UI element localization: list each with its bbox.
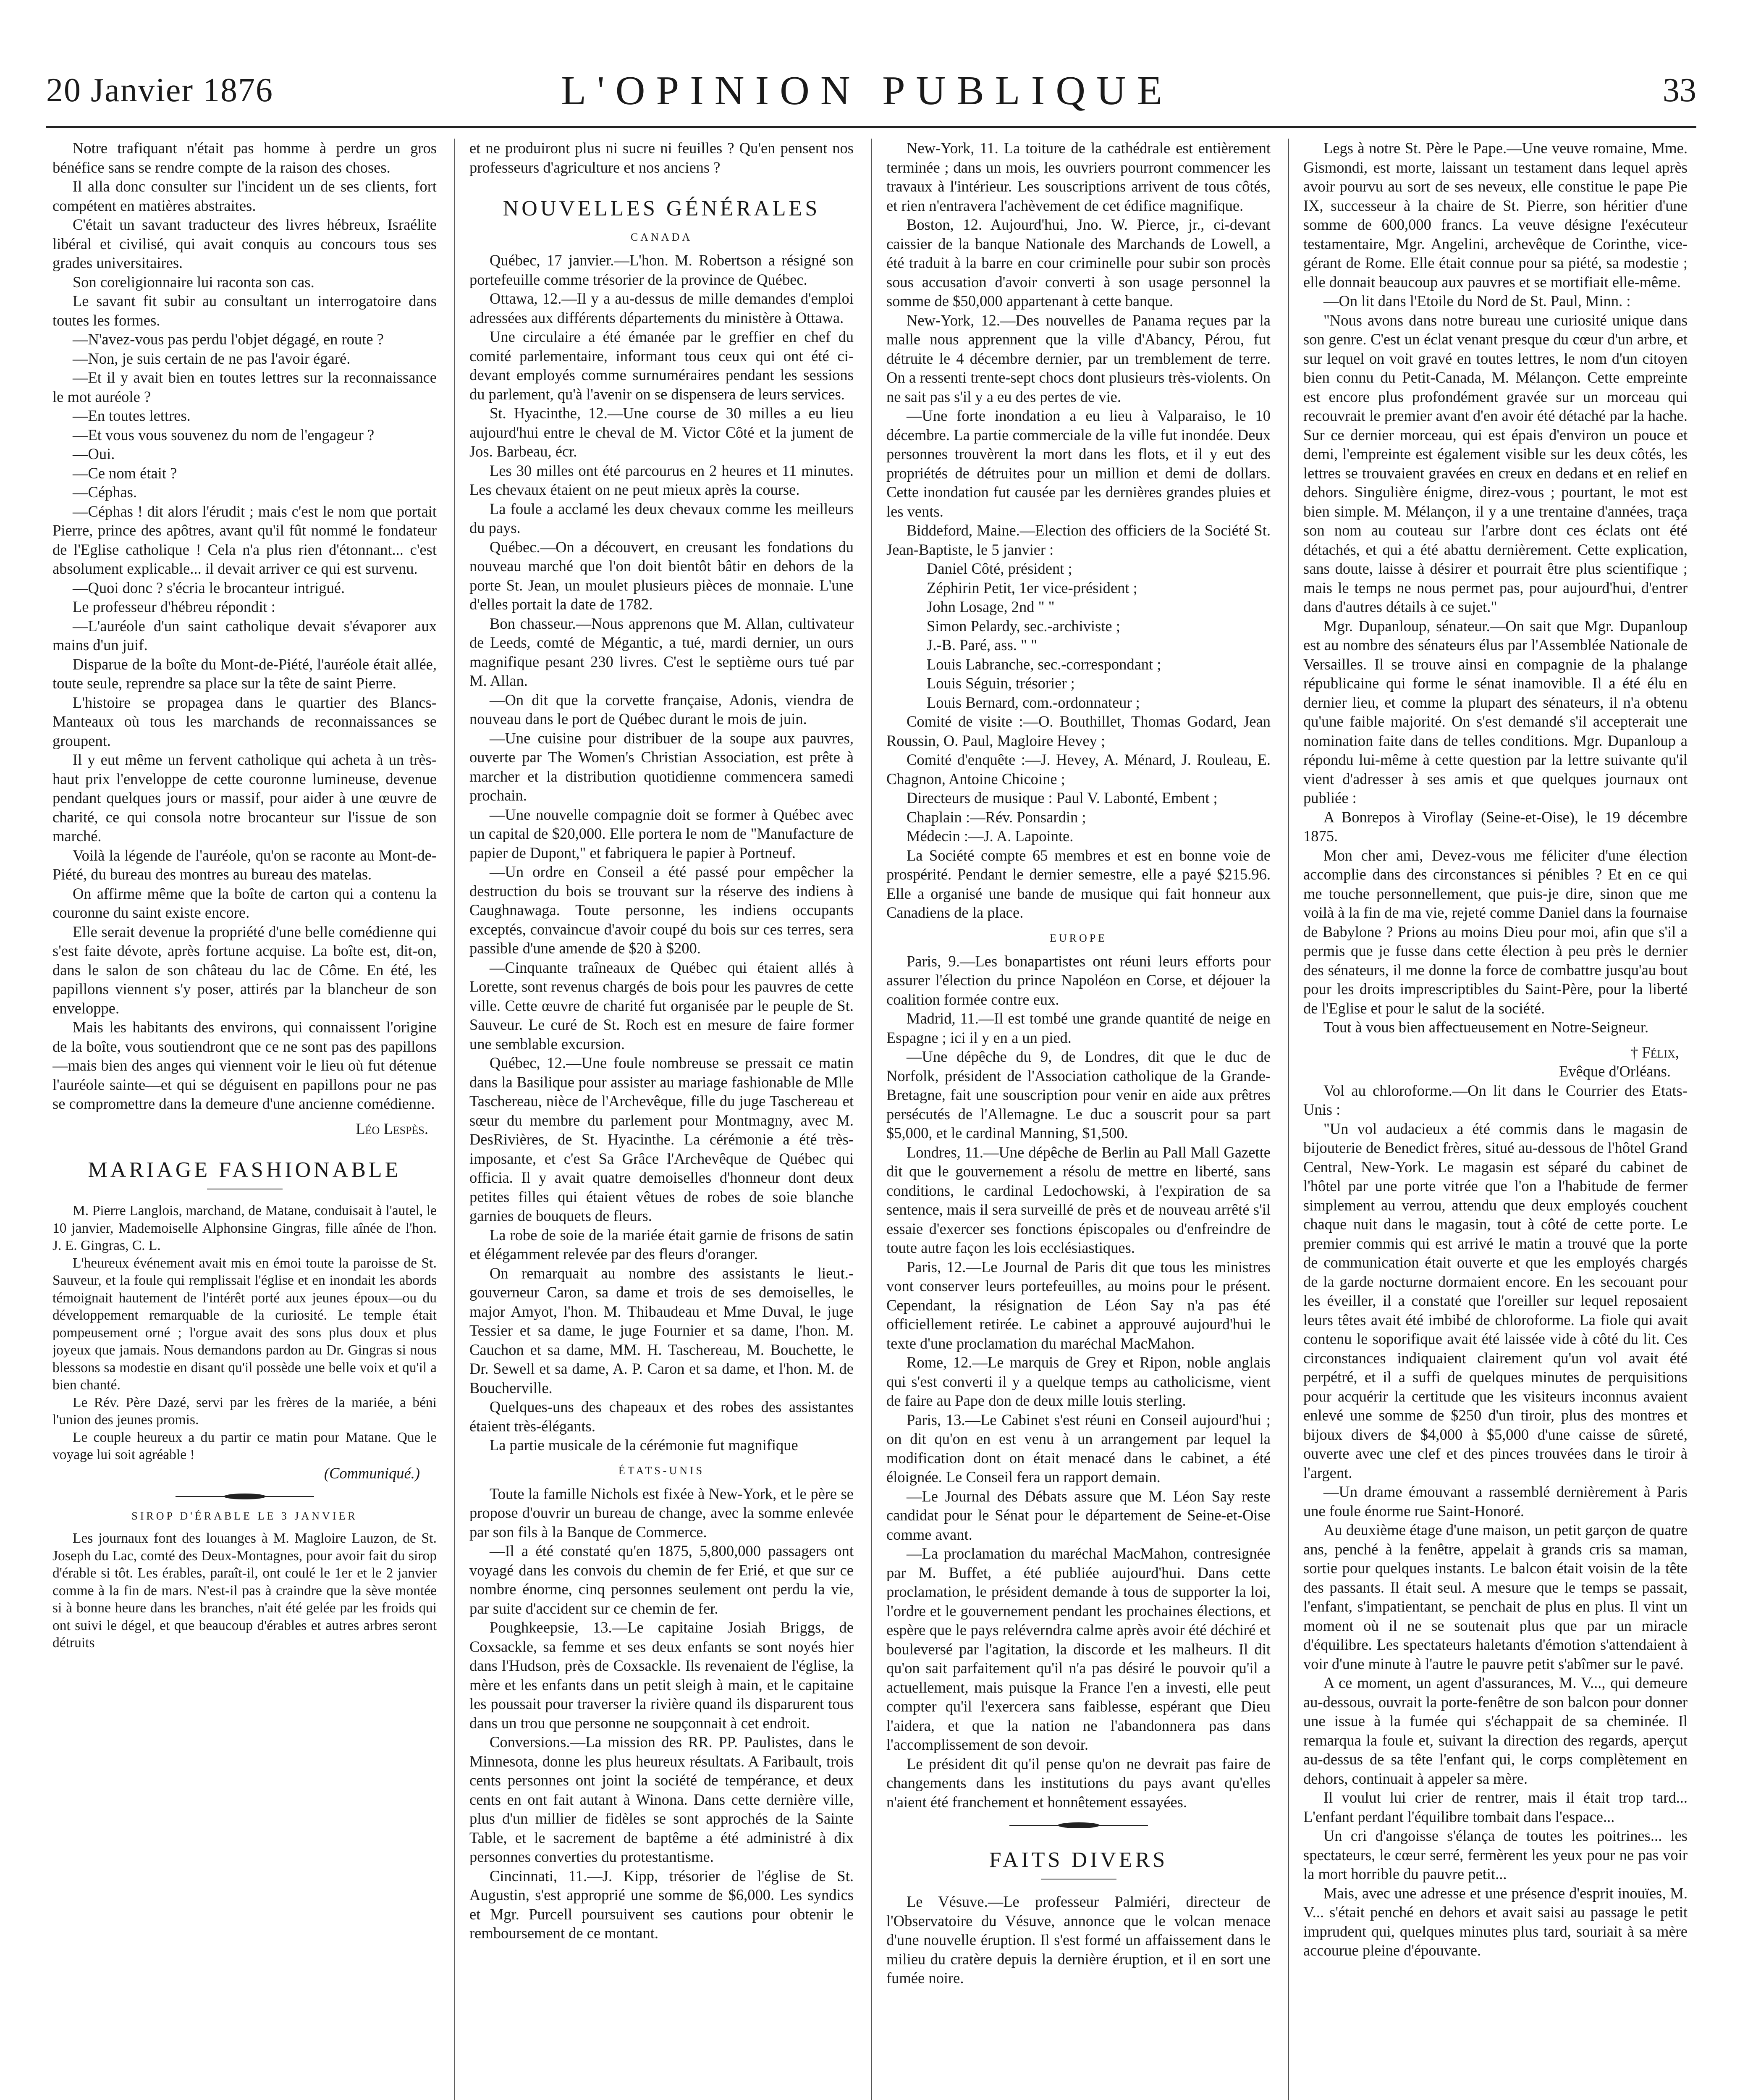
paragraph: C'était un savant traducteur des livres hébreux, Israélite libéral et civilisé, qui avait conquis au concours tous ses grades universitaires. <box>52 216 437 271</box>
paragraph: Poughkeepsie, 13.—Le capitaine Josiah Briggs, de Coxsackle, sa femme et ses deux enfants se sont noyés hier dans l'Hudson, près de Coxsackle. Ils revenaient de l'église, la mère et les enfants dans un petit sleigh à main, et le capitaine les poussait pour traverser la rivière quand ils disparurent tous dans un trou que personne ne soupçonnait à cet endroit. <box>469 1619 854 1732</box>
paragraph: St. Hyacinthe, 12.—Une course de 30 milles a eu lieu aujourd'hui entre le cheval de M. Victor Côté et la jument de Jos. Barbeau, écr. <box>469 404 854 460</box>
paragraph: Il voulut lui crier de rentrer, mais il était trop tard... L'enfant perdant l'équilibre tombait dans l'espace... <box>1303 1789 1688 1825</box>
paragraph: —Il a été constaté qu'en 1875, 5,800,000 passagers ont voyagé dans les convois du chemin de fer Erié, et que sur ce nombre énorme, cinq personnes seulement ont perdu la vie, par suite d'accident sur ce chemin de fer. <box>469 1542 854 1617</box>
paragraph: Il alla donc consulter sur l'incident un de ses clients, fort compétent en matières abstraites. <box>52 178 437 214</box>
canada-body <box>469 251 854 1455</box>
etats-unis-body <box>469 1484 854 1943</box>
paragraph: Conversions.—La mission des RR. PP. Paulistes, dans le Minnesota, donne les plus heureux résultats. A Faribault, trois cents personnes ont joint la société de tempérance, et deux cents en ont fait autant à Winona. Dans cette dernière ville, plus d'un millier de fidèles se sont approchés de la Sainte Table, et le sacrement de baptême a été administré à dix personnes converties du protestantisme. <box>469 1733 854 1865</box>
paragraph: —Quoi donc ? s'écria le brocanteur intrigué. <box>73 579 345 596</box>
continuation-text: et ne produiront plus ni sucre ni feuilles ? Qu'en pensent nos professeurs d'agriculture et nos anciens ? <box>469 139 854 176</box>
sirop-body <box>52 1530 437 1652</box>
paragraph: Une circulaire a été émanée par le greffier en chef du comité parlementaire, informant tous ceux qui ont été ci-devant employés comme surnuméraires pendant les sessions du parlement, qu'à l'avenir on se dispensera de leurs services. <box>469 328 854 403</box>
paragraph: —Cinquante traîneaux de Québec qui étaient allés à Lorette, sont revenus chargés de bois pour les pauvres de cette ville. Cette œuvre de charité fut organisée par le peuple de St. Sauveur. Le curé de St. Roch est en mesure de faire former une semblable excursion. <box>469 958 854 1053</box>
paragraph: Vol au chloroforme.—On lit dans le Courrier des Etats-Unis : <box>1303 1082 1688 1118</box>
nouvelles-heading: NOUVELLES GÉNÉRALES <box>503 197 820 220</box>
paragraph: A ce moment, un agent d'assurances, M. V..., qui demeure au-dessous, ouvrait la porte-fenêtre de son balcon pour donner une issue à la fumée qui s'échappait de sa cheminée. Il remarqua la foule et, suivant la direction des regards, aperçut au-dessus de sa tête l'enfant qui, le corps complètement en dehors, continuait à appeler sa mère. <box>1303 1674 1688 1787</box>
sirop-heading: SIROP D'ÉRABLE LE 3 JANVIER <box>131 1510 358 1522</box>
paragraph: Mais, avec une adresse et une présence d'esprit inouïes, M. V... s'était penché en dehors et avait saisi au passage le petit imprudent qui, quelques minutes plus tard, souriait à sa mère accourue pleine d'épouvante. <box>1303 1884 1688 1959</box>
paragraph: Louis Bernard, com.-ordonnateur ; <box>927 693 1140 711</box>
paragraph: La robe de soie de la mariée était garnie de frisons de satin et élégamment relevée par des fleurs d'oranger. <box>469 1226 854 1263</box>
paragraph: Ottawa, 12.—Il y a au-dessus de mille demandes d'emploi adressées aux différents départements du ministère à Ottawa. <box>469 290 854 326</box>
paragraph: New-York, 12.—Des nouvelles de Panama reçues par la malle nous apprennent que la ville d'Abancy, Pérou, fut détruite le 4 décembre dernier, par un tremblement de terre. On a ressenti trente-sept chocs dont plusieurs très-violents. On ne sait pas s'il y a eu des pertes de vie. <box>886 311 1271 405</box>
paragraph: Directeurs de musique : Paul V. Labonté, Embent ; <box>907 789 1218 806</box>
bishop-signature: † Félix, <box>1630 1043 1679 1061</box>
paragraph: Paris, 9.—Les bonapartistes ont réuni leurs efforts pour assurer l'élection du prince Napoléon en Corse, et déjouer la coalition formée contre eux. <box>886 952 1271 1008</box>
paragraph: —Une nouvelle compagnie doit se former à Québec avec un capital de $20,000. Elle portera le nom de "Manufacture de papier de Dupont," et fabriquera le papier à Portneuf. <box>469 806 854 861</box>
paragraph: Paris, 12.—Le Journal de Paris dit que tous les ministres vont conserver leurs portefeuilles, au moins pour le présent. Cependant, la résignation de Léon Say n'a pas été officiellement retirée. Le cabinet a approuvé aujourd'hui le texte d'une proclamation du maréchal MacMahon. <box>886 1258 1271 1352</box>
paragraph: "Nous avons dans notre bureau une curiosité unique dans son genre. C'est un éclat venant presque du cœur d'un arbre, et sur lequel on voit gravé en toutes lettres, le nom d'un citoyen bien connu du Petit-Canada, M. Mélançon. Cette empreinte est encore plus profondément gravée sur un morceau qui recouvrait le premier avant d'en avoir été détaché par la hache. Sur ce dernier morceau, qui est épais d'environ un pouce et demi, l'empreinte est également visible sur les deux côtés, les lettres se trouvaient gravées en creux en dedans et en relief en dehors. Singulière énigme, direz-vous ; pourtant, le mot est bien simple. M. Mélançon, il y a une trentaine d'années, traça son nom au couteau sur l'arbre dont ces éclats ont été détachés, et qui a été abattu dernièrement. Cette explication, sans doute, laisse à désirer et pourrait être plus scientifique ; mais le temps ne nous permet pas, pour aujourd'hui, d'entrer dans d'autres détails à ce sujet." <box>1303 311 1688 615</box>
column-rule <box>454 139 455 2100</box>
ornament-divider <box>176 1494 314 1499</box>
mariage-signature: (Communiqué.) <box>324 1464 420 1482</box>
paragraph: Tout à vous bien affectueusement en Notre-Seigneur. <box>1323 1018 1649 1036</box>
paragraph: Le couple heureux a du partir ce matin pour Matane. Que le voyage lui soit agréable ! <box>52 1429 437 1462</box>
paragraph: —La proclamation du maréchal MacMahon, contresignée par M. Buffet, a été publiée aujourd'hui. Dans cette proclamation, le président demande à tous de supporter la loi, l'ordre et le gouvernement pendant les prochaines élections, et espère que le pays reléverndra calme après avoir été déchiré et bouleversé par l'agitation, la discorde et les malheurs. Il dit qu'on sait parfaitement qu'il n'a pas désiré le pouvoir qu'il a actuellement, mais puisque la France l'en a investi, elle peut compter qu'il l'exercera sans faiblesse, espérant que Dieu l'aidera, et que la nation ne l'abandonnera pas dans l'accomplissement de son devoir. <box>886 1545 1271 1753</box>
paragraph: On affirme même que la boîte de carton qui a contenu la couronne du saint existe encore. <box>52 885 437 921</box>
column-4 <box>1303 139 1688 2100</box>
newspaper-title: L'OPINION PUBLIQUE <box>561 68 1173 113</box>
masthead-rule <box>46 126 1696 128</box>
paragraph: Au deuxième étage d'une maison, un petit garçon de quatre ans, penché à la fenêtre, appelait à grands cris sa maman, sortie pour quelques instants. Le balcon était voisin de la tête des passants. Il était seul. A mesure que le temps se passait, l'enfant, s'impatientant, se penchait de plus en plus. Il vint un moment où il ne se soutenait plus que par un miracle d'équilibre. Les spectateurs haletants d'émotion s'attendaient à voir d'une minute à l'autre le pauvre petit s'abîmer sur le pavé. <box>1303 1521 1688 1672</box>
column-rule <box>871 139 872 2100</box>
paragraph: —Une cuisine pour distribuer de la soupe aux pauvres, ouverte par The Women's Christian Association, est prête à marcher et la distribution quotidienne commencera samedi prochain. <box>469 729 854 804</box>
paragraph: New-York, 11. La toiture de la cathédrale est entièrement terminée ; dans un mois, les ouvriers pourront commencer les travaux à l'intérieur. Les souscriptions arrivent de tous côtés, et rien n'entravera l'achèvement de cet édifice magnifique. <box>886 139 1271 214</box>
mariage-heading: MARIAGE FASHIONABLE <box>88 1158 401 1182</box>
paragraph: Londres, 11.—Une dépêche de Berlin au Pall Mall Gazette dit que le gouvernement a résolu de mettre en liberté, sans conditions, le cardinal Ledochowski, à l'expiration de sa sentence, mais il sera surveillé de près et de nouveau arrêté s'il essaie d'exercer ses fonctions épiscopales ou d'enfreindre de toute autre façon les lois ecclésiastiques. <box>886 1143 1271 1256</box>
paragraph: Le professeur d'hébreu répondit : <box>73 598 275 615</box>
canada-heading: CANADA <box>630 231 693 243</box>
paragraph: On remarquait au nombre des assistants le lieut.-gouverneur Caron, sa dame et trois de ses demoiselles, le major Amyot, l'hon. M. Thibaudeau et Mme Duval, le juge Tessier et sa dame, le juge Fournier et sa dame, l'hon. M. Cauchon et sa dame, MM. H. Taschereau, M. Bouchette, le Dr. Sewell et sa dame, A. P. Caron et sa dame, et l'hon. M. de Boucherville. <box>469 1264 854 1396</box>
paragraph: —Une dépêche du 9, de Londres, dit que le duc de Norfolk, président de l'Association catholique de la Grande-Bretagne, fait une souscription pour venir en aide aux prêtres persécutés de l'Allemagne. Le duc a souscrit pour sa part $5,000, et le cardinal Manning, $1,500. <box>886 1048 1271 1142</box>
page-number: 33 <box>1663 72 1696 109</box>
paragraph: A Bonrepos à Viroflay (Seine-et-Oise), le 19 décembre 1875. <box>1303 808 1688 845</box>
column-2 <box>469 139 854 2100</box>
paragraph: Médecin :—J. A. Lapointe. <box>907 827 1074 845</box>
paragraph: Louis Labranche, sec.-correspondant ; <box>927 655 1161 673</box>
story-signature: Léo Lespès. <box>356 1120 428 1137</box>
paragraph: La Société compte 65 membres et est en bonne voie de prospérité. Pendant le dernier semestre, elle a payé $215.96. Elle a organisé une bande de musique qui fait honneur aux Canadiens de la place. <box>886 846 1271 921</box>
paragraph: Mgr. Dupanloup, sénateur.—On sait que Mgr. Dupanloup est au nombre des sénateurs élus par l'Assemblée Nationale de Versailles. Il se trouve ainsi en compagnie de la phalange républicaine qui forme le sénat inamovible. Il a été élu en dernier lieu, et comme la plupart des sénateurs, il n'a obtenu qu'une faible majorité. On s'est demandé s'il accepterait une nomination faite dans de telles conditions. Mgr. Dupanloup a répondu lui-même à cette question par la lettre suivante qu'il vient d'adresser à ses amis et que quelques journaux ont publiée : <box>1303 617 1688 806</box>
paragraph: Le Rév. Père Dazé, servi par les frères de la mariée, a béni l'union des jeunes promis. <box>52 1394 437 1428</box>
paragraph: —Un drame émouvant a rassemblé dernièrement à Paris une foule énorme rue Saint-Honoré. <box>1303 1483 1688 1520</box>
paragraph: Boston, 12. Aujourd'hui, Jno. W. Pierce, jr., ci-devant caissier de la banque Nationale des Marchands de Lowell, a été traduit à la barre en cour criminelle pour subir son procès sous accusation d'avoir converti à son usage personnel la somme de $50,000 appartenant à cette banque. <box>886 216 1271 310</box>
paragraph: —L'auréole d'un saint catholique devait s'évaporer aux mains d'un juif. <box>52 617 437 654</box>
paragraph: —Le Journal des Débats assure que M. Léon Say reste candidat pour le Sénat pour le département de Seine-et-Oise comme avant. <box>886 1487 1271 1543</box>
masthead <box>46 63 1696 126</box>
paragraph: Quelques-uns des chapeaux et des robes des assistantes étaient très-élégants. <box>469 1398 854 1435</box>
column-rule <box>1288 139 1289 2100</box>
paragraph: Paris, 13.—Le Cabinet s'est réuni en Conseil aujourd'hui ; on dit qu'on en est venu à un arrangement par lequel la modification dont on était menacé dans le cabinet, a été éloignée. Le Conseil fera un rapport demain. <box>886 1411 1271 1486</box>
paragraph: M. Pierre Langlois, marchand, de Matane, conduisait à l'autel, le 10 janvier, Mademoiselle Alphonsine Gingras, fille aînée de l'hon. J. E. Gingras, C. L. <box>52 1203 437 1253</box>
paragraph: Chaplain :—Rév. Ponsardin ; <box>907 808 1086 826</box>
ornament-divider <box>1009 1822 1148 1828</box>
news-body <box>1303 139 1688 1037</box>
paragraph: Daniel Côté, président ; <box>927 560 1072 577</box>
paragraph: —Une forte inondation a eu lieu à Valparaiso, le 10 décembre. La partie commerciale de la ville fut inondée. Deux personnes trouvèrent la mort dans les flots, et il y eut des propriétés de détruites pour un million et demi de dollars. Cette inondation fut causée par les dernières grandes pluies et les vents. <box>886 407 1271 520</box>
paragraph: —Céphas. <box>73 483 137 501</box>
paragraph: John Losage, 2nd " " <box>927 598 1055 615</box>
paragraph: —Et il y avait bien en toutes lettres sur la reconnaissance le mot auréole ? <box>52 369 437 405</box>
paragraph: Mais les habitants des environs, qui connaissent l'origine de la boîte, vous soutiendront que ce ne sont pas des papillons —mais bien des anges qui viennent voir le lieu où fut détenue l'auréole sainte—et qui se déguisent en papillons pour ne pas se compromettre dans la demeure d'une ancienne comédienne. <box>52 1018 437 1112</box>
faits-divers-body <box>886 1892 1271 1988</box>
column-3 <box>886 139 1271 2100</box>
paragraph: Zéphirin Petit, 1er vice-président ; <box>927 579 1137 596</box>
mariage-body <box>52 1202 437 1464</box>
paragraph: La partie musicale de la cérémonie fut magnifique <box>490 1436 798 1454</box>
paragraph: Bon chasseur.—Nous apprenons que M. Allan, cultivateur de Leeds, comté de Mégantic, a tué, mardi dernier, un ours magnifique pesant 230 livres. C'est le septième ours tué par M. Allan. <box>469 614 854 689</box>
paragraph: Comité de visite :—O. Bouthillet, Thomas Godard, Jean Roussin, O. Paul, Magloire Hevey ; <box>886 713 1271 749</box>
paragraph: J.-B. Paré, ass. " " <box>927 636 1037 654</box>
paragraph: Québec, 17 janvier.—L'hon. M. Robertson a résigné son portefeuille comme trésorier de la province de Québec. <box>469 252 854 288</box>
paragraph: —N'avez-vous pas perdu l'objet dégagé, en route ? <box>73 331 384 348</box>
paragraph: Simon Pelardy, sec.-archiviste ; <box>927 617 1120 635</box>
officers-list <box>886 559 1271 712</box>
paragraph: Rome, 12.—Le marquis de Grey et Ripon, noble anglais qui s'est converti il y a quelque temps au catholicisme, vient de faire au Pape don de deux mille louis sterling. <box>886 1354 1271 1409</box>
paragraph: Louis Séguin, trésorier ; <box>927 675 1075 692</box>
paragraph: Le savant fit subir au consultant un interrogatoire dans toutes les formes. <box>52 292 437 329</box>
paragraph: —En toutes lettres. <box>73 407 191 424</box>
paragraph: Elle serait devenue la propriété d'une belle comédienne qui s'est faite dévote, après fortune acquise. La boîte est, dit-on, dans le salon de son château du lac de Côme. En été, les papillons viennent s'y poser, attirés par la blancheur de son enveloppe. <box>52 923 437 1017</box>
paragraph: Le Vésuve.—Le professeur Palmiéri, directeur de l'Observatoire du Vésuve, annonce que le volcan menace d'une nouvelle éruption. Il s'est formé un affaissement dans le milieu du cratère depuis la dernière éruption, et il en sort une fumée noire. <box>886 1893 1271 1987</box>
paragraph: L'heureux événement avait mis en émoi toute la paroisse de St. Sauveur, et la foule qui remplissait l'église et en inondait les abords témoignait hautement de l'intérêt porté aux jeunes époux—ou du développement remarquable de la curiosité. Le temple était pompeusement orné ; l'orgue avait des sons plus doux et plus joyeux que jamais. Nous demandons pardon au Dr. Gingras si nous blessons sa modestie en disant qu'il possède une belle voix et qu'il a bien chanté. <box>52 1255 437 1393</box>
paragraph: —Oui. <box>73 445 115 462</box>
paragraph: Notre trafiquant n'était pas homme à perdre un gros bénéfice sans se rendre compte de la raison des choses. <box>52 139 437 176</box>
paragraph: Son coreligionnaire lui raconta son cas. <box>73 273 314 291</box>
etats-unis-heading: ÉTATS-UNIS <box>618 1464 705 1477</box>
story-body <box>52 139 437 1113</box>
paragraph: Voilà la légende de l'auréole, qu'on se raconte au Mont-de-Piété, du bureau des montres au bureau des matelas. <box>52 846 437 883</box>
column-1 <box>52 139 437 2100</box>
paragraph: L'histoire se propagea dans le quartier des Blancs-Manteaux où tous les marchands de reconnaissances se groupent. <box>52 693 437 749</box>
news-body-b <box>1303 1081 1688 1960</box>
paragraph: Biddeford, Maine.—Election des officiers de la Société St. Jean-Baptiste, le 5 janvier : <box>886 522 1271 558</box>
paragraph: —On dit que la corvette française, Adonis, viendra de nouveau dans le port de Québec durant le mois de juin. <box>469 691 854 727</box>
europe-body <box>886 952 1271 1812</box>
paragraph: Québec.—On a découvert, en creusant les fondations du nouveau marché que l'on doit bientôt bâtir en dehors de la porte St. Jean, un moulet plusieurs pièces de monnaie. L'une d'elles portait la date de 1782. <box>469 538 854 613</box>
issue-date: 20 Janvier 1876 <box>46 72 274 109</box>
paragraph: Les journaux font des louanges à M. Magloire Lauzon, de St. Joseph du Lac, comté des Deux-Montagnes, pour avoir fait du sirop d'érable si tôt. Les érables, paraît-il, ont coulé le 1er et le 2 janvier comme à la fin de mars. N'est-il pas à craindre que la sève montée si à bonne heure dans les branches, n'ait été gelée par les froids qui ont suivi le dégel, et que beaucoup d'érables et autres arbres seront détruits <box>52 1530 437 1651</box>
paragraph: —Et vous vous souvenez du nom de l'engageur ? <box>73 426 375 444</box>
paragraph: Madrid, 11.—Il est tombé une grande quantité de neige en Espagne ; ici il y en a un pied. <box>886 1010 1271 1046</box>
faits-divers-heading: FAITS DIVERS <box>989 1848 1168 1872</box>
paragraph: Legs à notre St. Père le Pape.—Une veuve romaine, Mme. Gismondi, est morte, laissant un testament dans lequel après avoir pourvu au sort de ses neveux, elle constitue le pape Pie IX, successeur à la chaire de St. Pierre, son héritier d'une somme de 600,000 francs. La veuve désigne l'exécuteur testamentaire, Mgr. Angelini, archevêque de Corinthe, vice-gérant de Rome. Elle était connue pour sa piété, sa modestie ; elle donnait beaucoup aux pauvres et se mortifiait elle-même. <box>1303 139 1688 291</box>
paragraph: —Non, je suis certain de ne pas l'avoir égaré. <box>73 349 351 367</box>
bishop-title: Evêque d'Orléans. <box>1559 1063 1671 1080</box>
paragraph: Mon cher ami, Devez-vous me féliciter d'une élection accomplie dans des circonstances si pénibles ? Et en ce qui me touche personnellement, que puis-je dire, sinon que me voilà à la fin de ma vie, rejeté comme Daniel dans la fournaise de Babylone ? Prions au moins Dieu pour moi, afin que s'il a permis que je fusse dans cette élection à peu près le dernier des sénateurs, il me donne la force de combattre jusqu'au bout pour les droits imprescriptibles du Saint-Père, pour la liberté de l'Eglise et pour le salut de la société. <box>1303 846 1688 1017</box>
paragraph: Cincinnati, 11.—J. Kipp, trésorier de l'église de St. Augustin, s'est approprié une somme de $6,000. Les syndics et Mgr. Purcell poursuivent ses cautions pour obtenir le remboursement de ce montant. <box>469 1867 854 1942</box>
paragraph: "Un vol audacieux a été commis dans le magasin de bijouterie de Benedict frères, situé au-dessous de l'hôtel Grand Central, New-York. Le magasin est séparé du cabinet de l'hôtel par une porte vitrée que l'on a l'habitude de fermer simplement au verrou, attendu que deux employés couchent chaque nuit dans le magasin, tout à côté de cette porte. Le premier commis qui est arrivé le matin a trouvé que la porte de communication était ouverte et que les employés chargés de la garde nocturne dormaient encore. En les secouant pour les éveiller, il a constaté que l'oreiller sur lequel reposaient leurs têtes avait été imbibé de chloroforme. La fiole qui avait contenu le soporifique avait été laissée vide à côté du lit. Ces circonstances indiquaient clairement qu'un vol avait été perpétré, et il a suffi de quelques minutes de perquisitions pour acquérir la certitude que les visiteurs inconnus avaient enlevé une somme de $250 d'un tiroir, plus des montres et bijoux divers de $4,000 à $5,000 d'une caisse de sûreté, ouverte avec une clef et des pinces trouvées dans le tiroir à l'argent. <box>1303 1120 1688 1481</box>
paragraph: Le président dit qu'il pense qu'on ne devrait pas faire de changements dans les institutions du pays avant qu'elles n'aient été franchement et honnêtement essayées. <box>886 1755 1271 1811</box>
news-body <box>886 139 1271 559</box>
heading-rule <box>1041 1879 1116 1880</box>
paragraph: Comité d'enquête :—J. Hevey, A. Ménard, J. Rouleau, E. Chagnon, Antoine Chicoine ; <box>886 751 1271 788</box>
paragraph: Québec, 12.—Une foule nombreuse se pressait ce matin dans la Basilique pour assister au mariage fashionable de Mlle Taschereau, nièce de l'Archevêque, fille du juge Taschereau et sœur du membre du parlement pour Montmagny, avec M. DesRivières, de St. Hyacinthe. La cérémonie a été très-imposante, et c'est Sa Grâce l'Archevêque de Québec qui officia. Il y avait quatre demoiselles d'honneur dont deux petites filles qui étaient vêtues de robes de soie blanche garnies de bouquets de fleurs. <box>469 1054 854 1224</box>
paragraph: —Céphas ! dit alors l'érudit ; mais c'est le nom que portait Pierre, prince des apôtres, avant qu'il fût nommé le fondateur de l'Eglise catholique ! Cela n'a plus rien d'étonnant... c'est absolument explicable... il devait arriver ce qui est survenu. <box>52 502 437 577</box>
paragraph: Il y eut même un fervent catholique qui acheta à un très-haut prix l'enveloppe de cette couronne lumineuse, devenue pendant quelques jours or massif, pour aider à une œuvre de charité, ce qui consola notre brocanteur sur l'issue de son marché. <box>52 751 437 845</box>
paragraph: —Un ordre en Conseil a été passé pour empêcher la destruction du bois se trouvant sur la réserve des indiens à Caughnawaga. Toute personne, les indiens occupants exceptés, convaincue d'avoir coupé du bois sur ces terres, sera passible d'une amende de $20 à $200. <box>469 863 854 957</box>
europe-heading: EUROPE <box>1049 932 1108 944</box>
news-body-b <box>886 712 1271 922</box>
paragraph: La foule a acclamé les deux chevaux comme les meilleurs du pays. <box>469 500 854 536</box>
paragraph: Les 30 milles ont été parcourus en 2 heures et 11 minutes. Les chevaux étaient on ne peut mieux après la course. <box>469 462 854 498</box>
paragraph: Disparue de la boîte du Mont-de-Piété, l'auréole était allée, toute seule, reprendre sa place sur la tête de saint Pierre. <box>52 655 437 692</box>
paragraph: Un cri d'angoisse s'élança de toutes les poitrines... les spectateurs, le cœur serré, fermèrent les yeux pour ne pas voir la mort horrible du pauvre petit... <box>1303 1827 1688 1882</box>
paragraph: —On lit dans l'Etoile du Nord de St. Paul, Minn. : <box>1323 292 1631 310</box>
paragraph: Toute la famille Nichols est fixée à New-York, et le père se propose d'ouvrir un bureau de change, avec la somme enlevée par son fils à la Banque de Commerce. <box>469 1485 854 1541</box>
paragraph: —Ce nom était ? <box>73 464 177 482</box>
